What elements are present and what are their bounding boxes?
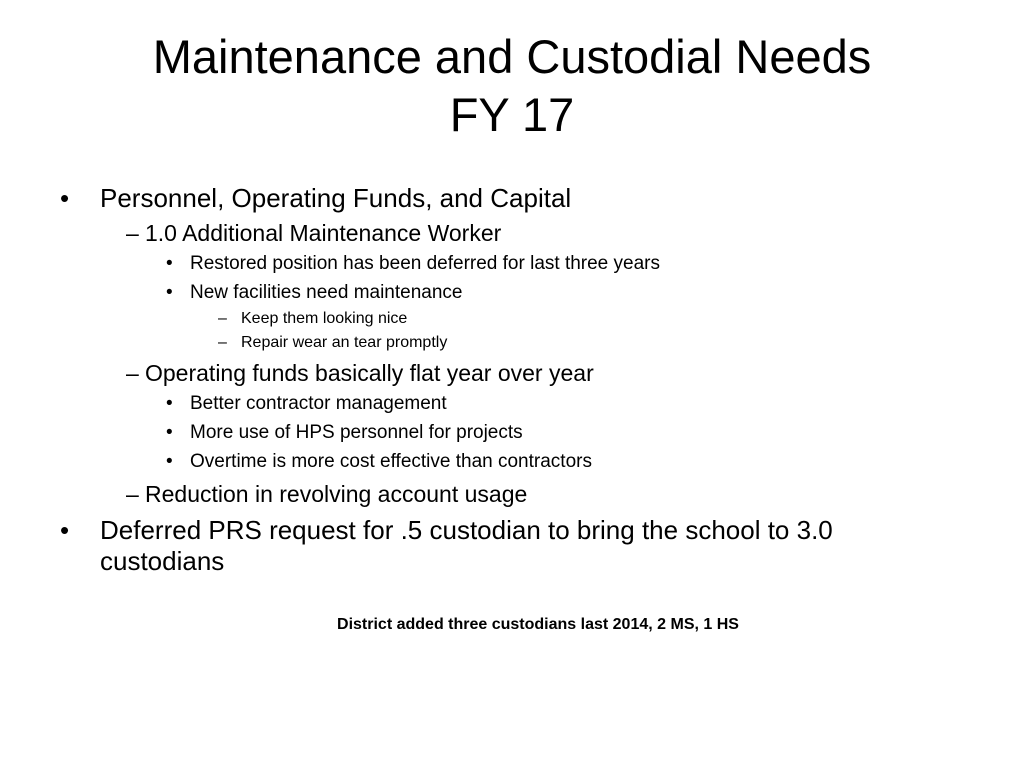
sub-detail-text: Keep them looking nice [241,310,408,327]
detail-item-text: More use of HPS personnel for projects [190,422,523,443]
dash-icon: – [126,481,139,507]
dash-icon: – [126,360,139,386]
sub-item-text: Operating funds basically flat year over year [145,360,594,386]
bullet-text: Deferred PRS request for .5 custodian to bring the school to 3.0 [100,515,833,545]
dash-icon: – [218,334,227,351]
sub-item-text: Reduction in revolving account usage [145,481,528,507]
detail-item-text: Better contractor management [190,393,447,414]
dash-icon: – [218,310,227,327]
bullet-icon: • [166,451,173,472]
bullet-icon: • [60,515,70,545]
sub-detail-text: Repair wear an tear promptly [241,334,448,351]
bullet-icon: • [166,282,173,303]
district-note: District added three custodians last 2014, 2 MS, 1 HS [337,616,739,633]
detail-item-text: Restored position has been deferred for last three years [190,253,660,274]
bullet-text-continued: custodians [100,546,225,576]
slide-title [0,28,1024,144]
detail-item-text: New facilities need maintenance [190,282,463,303]
title-line-1: Maintenance and Custodial Needs [152,30,872,83]
dash-icon: – [126,220,139,246]
bullet-icon: • [60,183,70,213]
detail-item-text: Overtime is more cost effective than contractors [190,451,592,472]
sub-item-text: 1.0 Additional Maintenance Worker [145,220,502,246]
bullet-text: Personnel, Operating Funds, and Capital [100,183,572,213]
bullet-icon: • [166,253,173,274]
title-line-2: FY 17 [449,88,575,141]
bullet-icon: • [166,422,173,443]
bullet-icon: • [166,393,173,414]
